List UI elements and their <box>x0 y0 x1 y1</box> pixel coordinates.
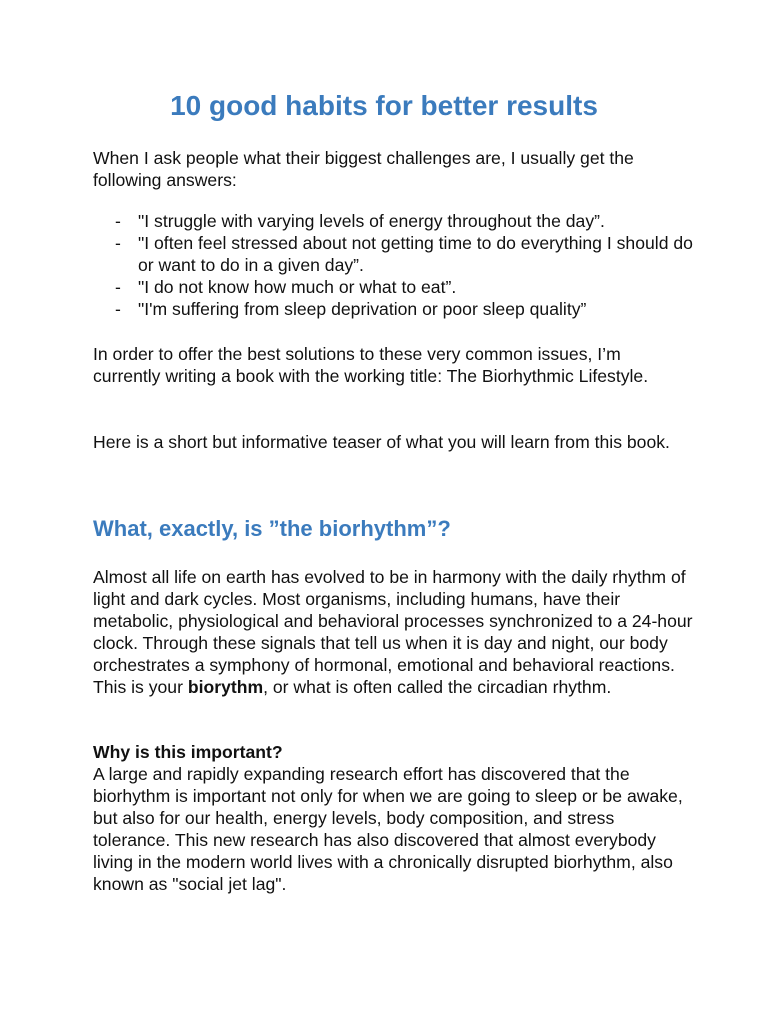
book-paragraph: In order to offer the best solutions to these very common issues, I’m currently writing a book with the working title: The Biorhythmic Lifestyle. <box>93 344 649 386</box>
list-item <box>93 298 693 320</box>
page-title: 10 good habits for better results <box>170 90 598 121</box>
list-item <box>93 232 693 276</box>
section-heading: What, exactly, is ”the biorhythm”? <box>93 516 451 541</box>
list-item <box>93 210 693 232</box>
list-item-text: "I struggle with varying levels of energy throughout the day”. <box>138 211 605 231</box>
answers-list <box>93 210 693 320</box>
list-item-text: "I'm suffering from sleep deprivation or poor sleep quality” <box>138 299 587 319</box>
list-item <box>93 276 693 298</box>
research-paragraph: A large and rapidly expanding research effort has discovered that the biorhythm is important not only for when we are going to sleep or be awake, but also for our health, energy levels, body composition, and stress tolerance. This new research has also discovered that almost everybody living in the modern world lives with a chronically disrupted biorhythm, also known as "social jet lag". <box>93 764 683 894</box>
bold-term: biorythm <box>187 677 264 697</box>
paragraph-text: , or what is often called the circadian rhythm. <box>263 677 612 697</box>
list-item-text: "I do not know how much or what to eat”. <box>138 277 457 297</box>
list-marker: - <box>115 233 121 253</box>
paragraph-text: Almost all life on earth has evolved to be in harmony with the daily rhythm of light and dark cycles. Most organisms, including humans, have their metabolic, physiological and behavioral processes synchronized to a 24-hour clock. Through these signals that tell us when it is day and night, our body orchestrates a symphony of hormonal, emotional and behavioral reactions. This is your <box>93 567 693 697</box>
list-marker: - <box>115 299 121 319</box>
teaser-paragraph: Here is a short but informative teaser of what you will learn from this book. <box>93 432 670 452</box>
biorhythm-paragraph <box>93 566 693 698</box>
subheading-why: Why is this important? <box>93 742 283 762</box>
list-item-text: "I often feel stressed about not getting time to do everything I should do or want to do in a given day”. <box>138 233 693 275</box>
list-marker: - <box>115 277 121 297</box>
intro-paragraph: When I ask people what their biggest challenges are, I usually get the following answers: <box>93 148 634 190</box>
list-marker: - <box>115 211 121 231</box>
